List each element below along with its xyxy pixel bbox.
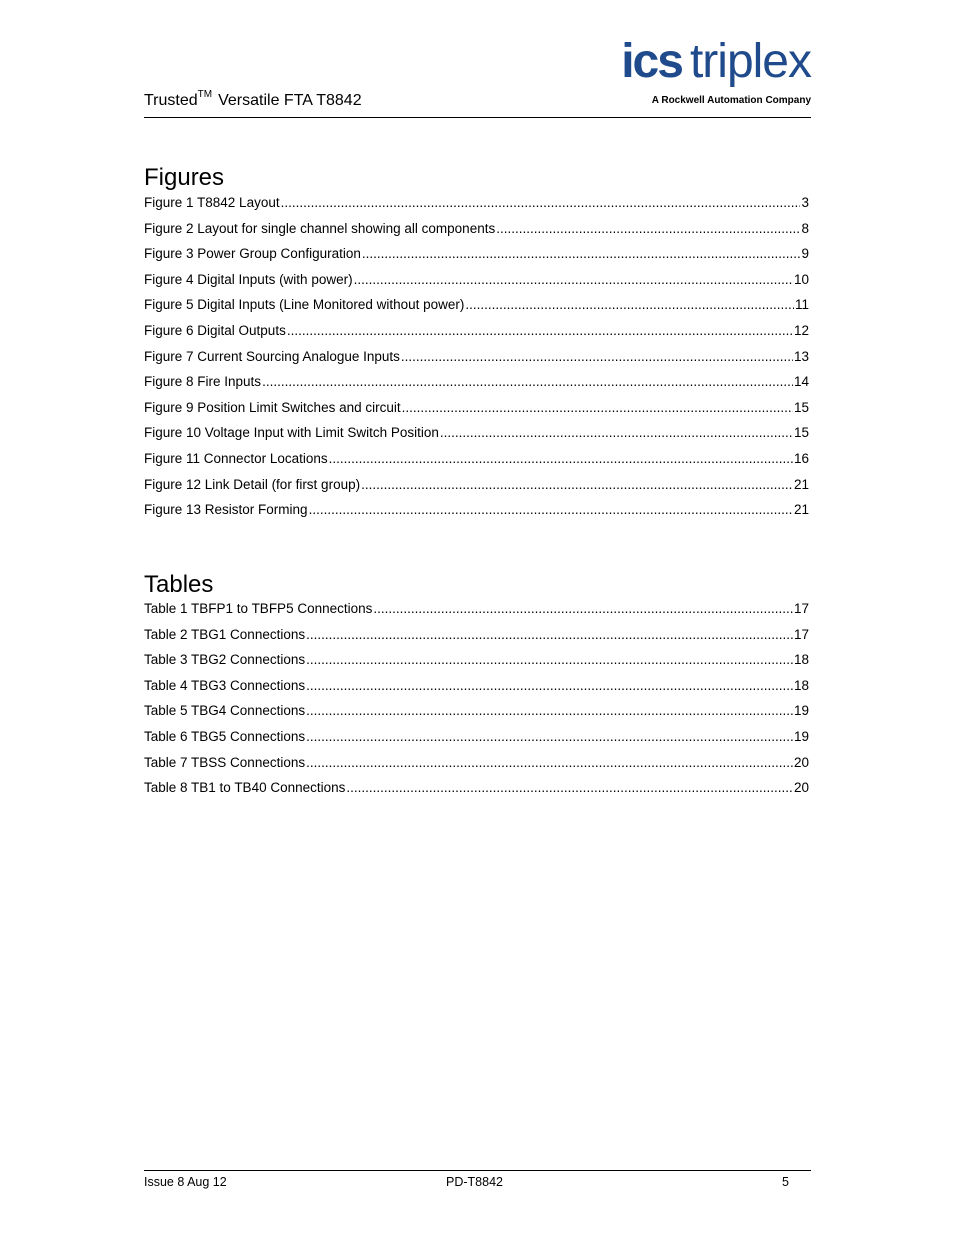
- footer-issue: Issue 8 Aug 12: [144, 1175, 227, 1189]
- toc-entry-label[interactable]: Figure 5 Digital Inputs (Line Monitored without power): [144, 297, 465, 313]
- toc-entry-page-number[interactable]: 17: [793, 601, 809, 616]
- toc-entry-label[interactable]: Figure 4 Digital Inputs (with power): [144, 271, 353, 287]
- figure-toc-entry[interactable]: [144, 273, 809, 299]
- toc-entry-label[interactable]: Table 6 TBG5 Connections: [144, 728, 306, 744]
- page-header: [144, 35, 811, 118]
- toc-entry-page-number[interactable]: 19: [793, 728, 809, 744]
- toc-entry-label[interactable]: Figure 2 Layout for single channel showing all components: [144, 220, 496, 236]
- dot-leader: [401, 350, 793, 364]
- toc-entry-page-number[interactable]: 21: [793, 502, 809, 518]
- dot-leader: [309, 503, 793, 517]
- dot-leader: [496, 222, 800, 236]
- table-toc-entry[interactable]: [144, 602, 809, 628]
- toc-entry-label[interactable]: Figure 9 Position Limit Switches and circuit: [144, 399, 401, 415]
- dot-leader: [262, 375, 793, 389]
- dot-leader: [373, 602, 793, 616]
- toc-entry-label[interactable]: Table 7 TBSS Connections: [144, 754, 306, 770]
- toc-entry-page-number[interactable]: 9: [801, 246, 809, 262]
- toc-entry-page-number[interactable]: 10: [793, 271, 809, 287]
- figure-toc-entry[interactable]: [144, 478, 809, 504]
- toc-entry-page-number[interactable]: 20: [793, 754, 809, 770]
- dot-leader: [281, 196, 801, 210]
- title-rest: Versatile FTA T8842: [218, 92, 362, 109]
- toc-entry-page-number[interactable]: 18: [793, 677, 809, 693]
- toc-entry-page-number[interactable]: 14: [793, 374, 809, 390]
- toc-entry-page-number[interactable]: 16: [793, 450, 809, 466]
- toc-entry-page-number[interactable]: 21: [793, 476, 809, 492]
- title-main: Trusted: [144, 92, 198, 109]
- table-toc-entry[interactable]: [144, 704, 809, 730]
- toc-entry-page-number[interactable]: 8: [801, 220, 809, 236]
- toc-entry-label[interactable]: Table 8 TB1 to TB40 Connections: [144, 780, 346, 796]
- dot-leader: [306, 730, 793, 744]
- toc-entry-label[interactable]: Figure 13 Resistor Forming: [144, 502, 308, 518]
- toc-entry-page-number[interactable]: 13: [793, 348, 809, 364]
- toc-entry-page-number[interactable]: 19: [793, 703, 809, 719]
- footer-doc-id: PD-T8842: [446, 1175, 503, 1189]
- figure-toc-entry[interactable]: [144, 247, 809, 273]
- figure-toc-entry[interactable]: [144, 324, 809, 350]
- figures-heading: Figures: [144, 164, 225, 191]
- toc-entry-label[interactable]: Table 5 TBG4 Connections: [144, 703, 306, 719]
- logo-tagline: [652, 95, 811, 106]
- toc-entry-label[interactable]: Table 3 TBG2 Connections: [144, 652, 306, 668]
- table-toc-entry[interactable]: [144, 679, 809, 705]
- document-title: [144, 89, 362, 110]
- table-toc-entry[interactable]: [144, 653, 809, 679]
- toc-entry-page-number[interactable]: 15: [793, 425, 809, 441]
- toc-entry-page-number[interactable]: 12: [793, 322, 809, 338]
- figure-toc-entry[interactable]: [144, 401, 809, 427]
- toc-entry-label[interactable]: Figure 3 Power Group Configuration: [144, 246, 361, 262]
- logo-tagline-b: Company: [765, 95, 811, 106]
- logo-light-text: triplex: [689, 35, 811, 88]
- dot-leader: [402, 401, 793, 415]
- dot-leader: [362, 247, 801, 261]
- toc-entry-label[interactable]: Figure 1 T8842 Layout: [144, 195, 280, 210]
- dot-leader: [329, 452, 793, 466]
- figure-toc-entry[interactable]: [144, 375, 809, 401]
- toc-entry-page-number[interactable]: 20: [793, 780, 809, 796]
- dot-leader: [287, 324, 793, 338]
- toc-entry-label[interactable]: Figure 10 Voltage Input with Limit Switch Position: [144, 425, 439, 441]
- logo-tagline-a: A Rockwell Automation: [651, 95, 763, 106]
- dot-leader: [440, 426, 793, 440]
- dot-leader: [306, 628, 793, 642]
- page-footer: [144, 1170, 811, 1189]
- figure-toc-entry[interactable]: [144, 426, 809, 452]
- toc-entry-page-number[interactable]: 3: [801, 195, 809, 210]
- toc-entry-page-number[interactable]: 11: [794, 297, 809, 313]
- toc-entry-label[interactable]: Table 1 TBFP1 to TBFP5 Connections: [144, 601, 373, 616]
- toc-entry-label[interactable]: Figure 12 Link Detail (for first group): [144, 476, 361, 492]
- tables-heading: Tables: [144, 571, 214, 598]
- figure-toc-entry[interactable]: [144, 452, 809, 478]
- toc-entry-label[interactable]: Figure 11 Connector Locations: [144, 450, 328, 466]
- footer-page-number: 5: [782, 1175, 789, 1189]
- dot-leader: [346, 781, 793, 795]
- toc-entry-label[interactable]: Figure 7 Current Sourcing Analogue Inputs: [144, 348, 400, 364]
- table-toc-entry[interactable]: [144, 730, 809, 756]
- toc-entry-page-number[interactable]: 17: [793, 626, 809, 642]
- toc-entry-page-number[interactable]: 15: [793, 399, 809, 415]
- figure-toc-entry[interactable]: [144, 196, 809, 222]
- logo-bold-text: ics: [621, 35, 682, 88]
- figure-toc-entry[interactable]: [144, 350, 809, 376]
- dot-leader: [306, 679, 793, 693]
- dot-leader: [306, 653, 793, 667]
- figure-toc-entry[interactable]: [144, 222, 809, 248]
- dot-leader: [361, 478, 793, 492]
- dot-leader: [354, 273, 793, 287]
- toc-entry-label[interactable]: Table 2 TBG1 Connections: [144, 626, 306, 642]
- logo-wordmark: [621, 35, 811, 88]
- dot-leader: [306, 704, 793, 718]
- toc-entry-page-number[interactable]: 18: [793, 652, 809, 668]
- table-toc-entry[interactable]: [144, 628, 809, 654]
- figures-list: [144, 196, 809, 529]
- company-logo: [600, 35, 811, 110]
- table-toc-entry[interactable]: [144, 756, 809, 782]
- toc-entry-label[interactable]: Table 4 TBG3 Connections: [144, 677, 306, 693]
- table-toc-entry[interactable]: [144, 781, 809, 807]
- tables-list: [144, 602, 809, 807]
- toc-entry-label[interactable]: Figure 6 Digital Outputs: [144, 322, 286, 338]
- dot-leader: [465, 298, 794, 312]
- toc-entry-label[interactable]: Figure 8 Fire Inputs: [144, 374, 262, 390]
- dot-leader: [306, 756, 793, 770]
- trademark-superscript: TM: [197, 89, 213, 100]
- figure-toc-entry[interactable]: [144, 298, 809, 324]
- figure-toc-entry[interactable]: [144, 503, 809, 529]
